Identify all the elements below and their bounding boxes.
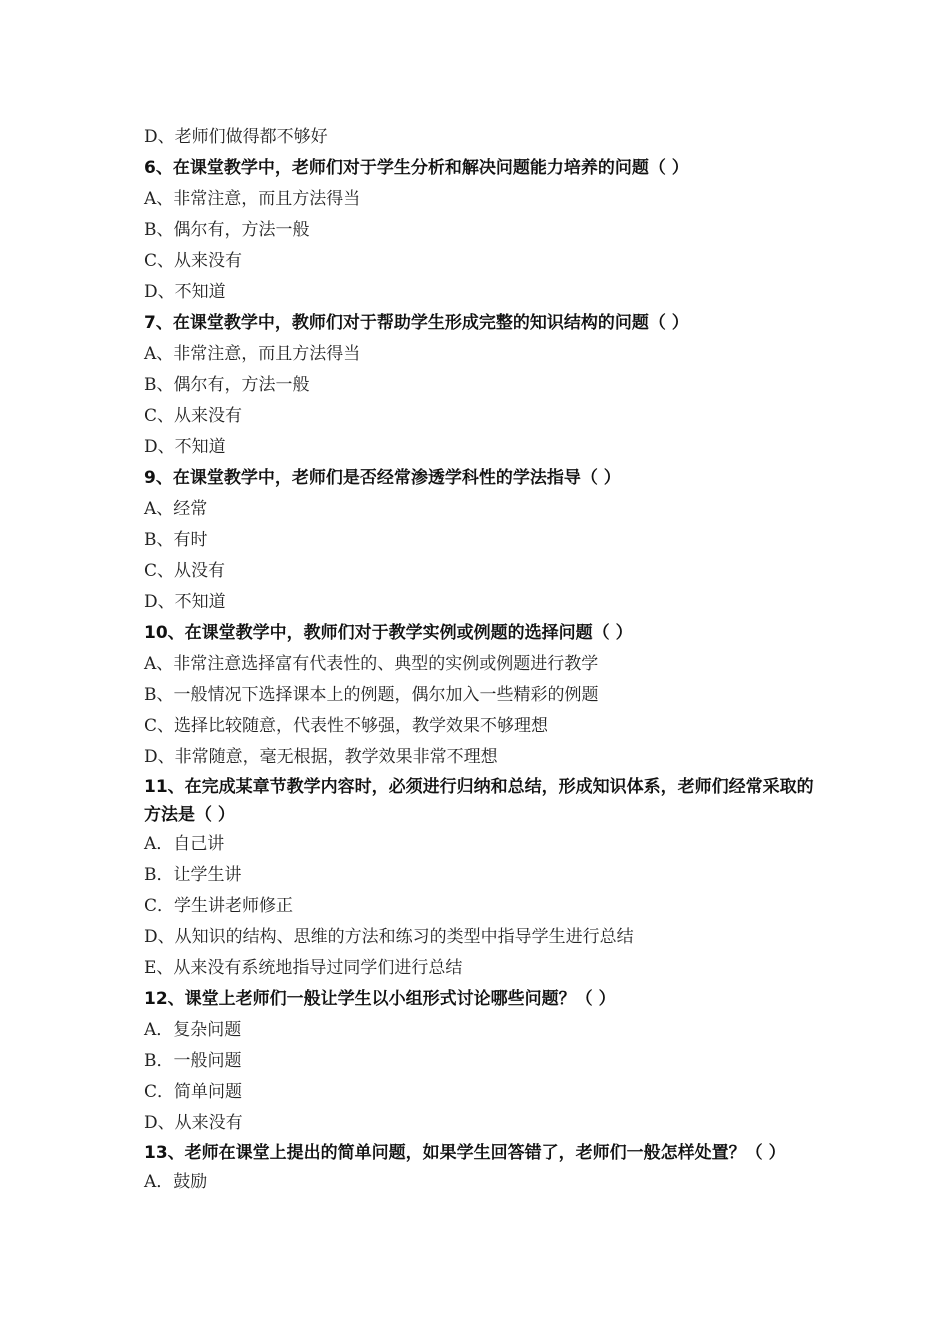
answer-option: E、从来没有系统地指导过同学们进行总结 (144, 958, 463, 978)
answer-option: B．让学生讲 (144, 865, 242, 885)
answer-option: B、偶尔有，方法一般 (144, 220, 310, 240)
answer-option: C、从来没有 (144, 251, 243, 271)
question-text: 13、老师在课堂上提出的简单问题，如果学生回答错了，老师们一般怎样处置？（ ） (144, 1143, 786, 1163)
answer-option: D、从知识的结构、思维的方法和练习的类型中指导学生进行总结 (144, 927, 634, 947)
answer-option: A、非常注意选择富有代表性的、典型的实例或例题进行教学 (144, 654, 599, 674)
question-text: 7、在课堂教学中，教师们对于帮助学生形成完整的知识结构的问题（ ） (144, 313, 689, 333)
answer-option: A．自己讲 (144, 834, 225, 854)
question-text: 9、在课堂教学中，老师们是否经常渗透学科性的学法指导（ ） (144, 468, 621, 488)
answer-option: D、不知道 (144, 437, 226, 457)
answer-option: D、不知道 (144, 592, 226, 612)
question-text: 12、课堂上老师们一般让学生以小组形式讨论哪些问题？（ ） (144, 989, 616, 1009)
questionnaire-body (144, 122, 814, 1198)
answer-option: D、非常随意，毫无根据，教学效果非常不理想 (144, 747, 498, 767)
answer-option: A、非常注意，而且方法得当 (144, 189, 361, 209)
answer-option: B、一般情况下选择课本上的例题，偶尔加入一些精彩的例题 (144, 685, 599, 705)
answer-option: A、非常注意，而且方法得当 (144, 344, 361, 364)
answer-option: D、从来没有 (144, 1113, 243, 1133)
answer-option: B、偶尔有，方法一般 (144, 375, 310, 395)
answer-option: C、选择比较随意，代表性不够强，教学效果不够理想 (144, 716, 549, 736)
question-text: 6、在课堂教学中，老师们对于学生分析和解决问题能力培养的问题（ ） (144, 158, 689, 178)
answer-option: D、老师们做得都不够好 (144, 127, 328, 147)
question-text: 11、在完成某章节教学内容时，必须进行归纳和总结，形成知识体系，老师们经常采取的方法是（ ） (144, 777, 814, 825)
question-text: 10、在课堂教学中，教师们对于教学实例或例题的选择问题（ ） (144, 623, 633, 643)
answer-option: B．一般问题 (144, 1051, 242, 1071)
answer-option: A．复杂问题 (144, 1020, 242, 1040)
answer-option: C．简单问题 (144, 1082, 243, 1102)
answer-option: C、从没有 (144, 561, 226, 581)
answer-option: D、不知道 (144, 282, 226, 302)
answer-option: A、经常 (144, 499, 208, 519)
answer-option: B、有时 (144, 530, 208, 550)
answer-option: C．学生讲老师修正 (144, 896, 294, 916)
answer-option: C、从来没有 (144, 406, 243, 426)
answer-option: A．鼓励 (144, 1172, 208, 1192)
